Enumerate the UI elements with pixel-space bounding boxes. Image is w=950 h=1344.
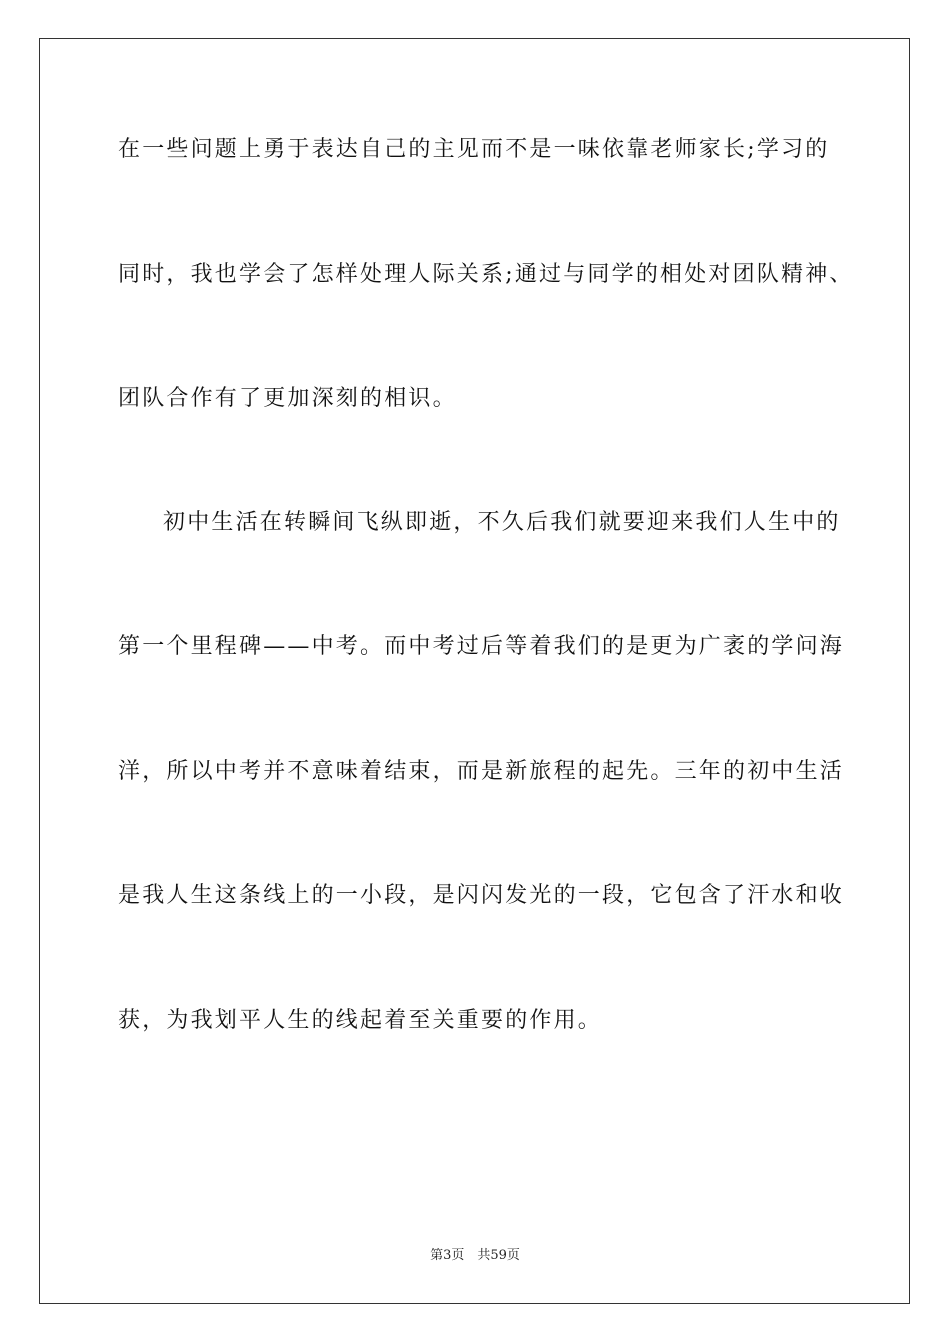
text-line: 是我人生这条线上的一小段，是闪闪发光的一段，它包含了汗水和收 xyxy=(118,883,845,908)
paragraph-first-line: 初中生活在转瞬间飞纵即逝，不久后我们就要迎来我们人生中的 xyxy=(163,510,841,535)
text-line: 获，为我划平人生的线起着至关重要的作用。 xyxy=(118,1008,603,1033)
text-line: 同时，我也学会了怎样处理人际关系;通过与同学的相处对团队精神、 xyxy=(118,262,854,287)
page-number: 第3页 共59页 xyxy=(430,1248,520,1263)
page-border xyxy=(39,38,910,1304)
text-line: 团队合作有了更加深刻的相识。 xyxy=(118,386,457,411)
text-line: 第一个里程碑——中考。而中考过后等着我们的是更为广袤的学问海 xyxy=(118,634,845,659)
text-line: 洋，所以中考并不意味着结束，而是新旅程的起先。三年的初中生活 xyxy=(118,759,845,784)
text-line: 在一些问题上勇于表达自己的主见而不是一味依靠老师家长;学习的 xyxy=(118,137,830,162)
